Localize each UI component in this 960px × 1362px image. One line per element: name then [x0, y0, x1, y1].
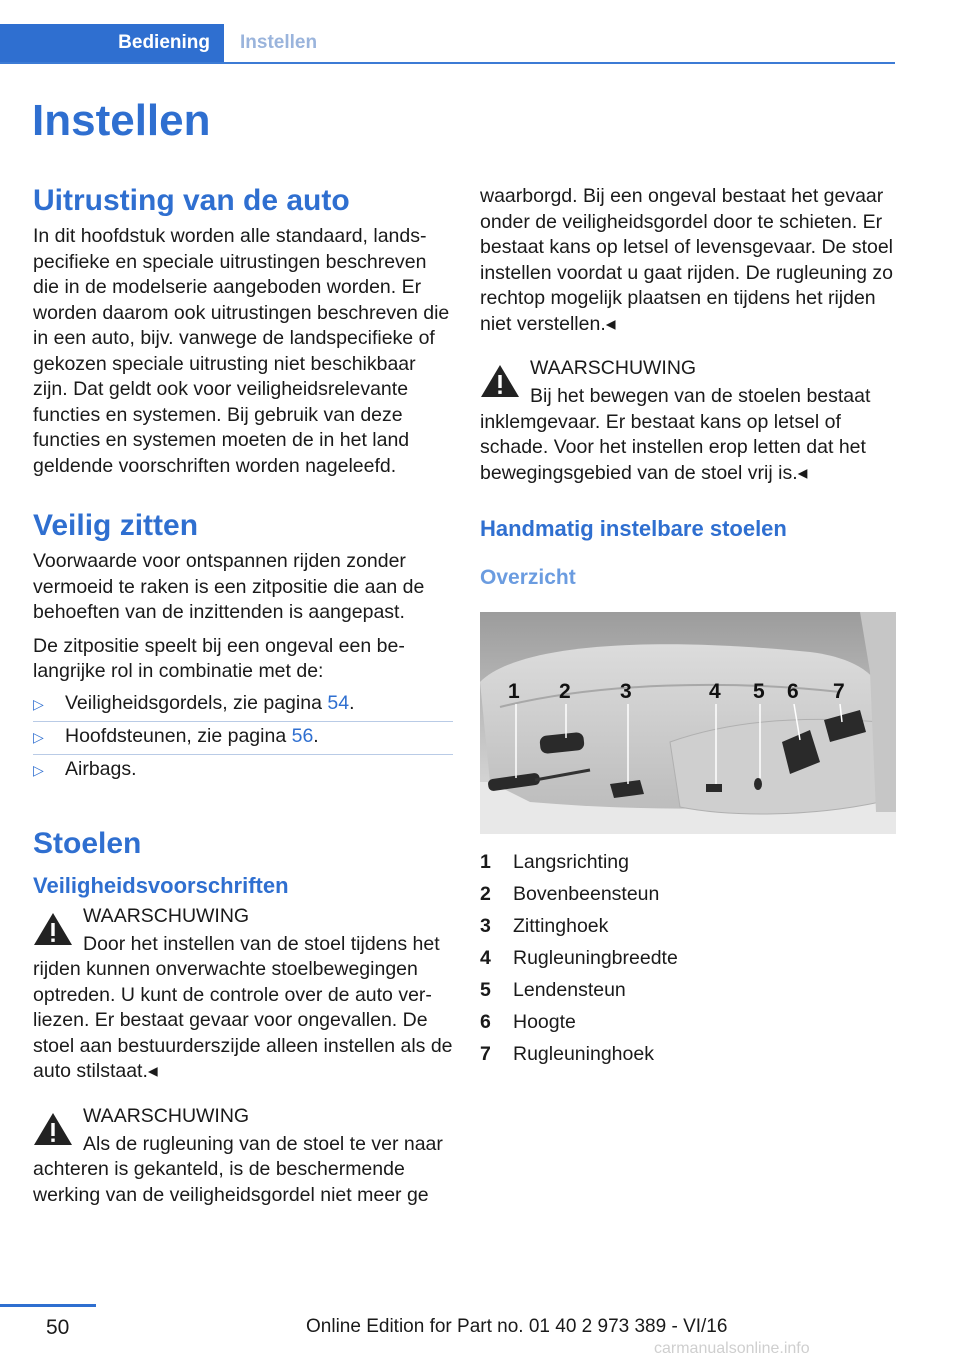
legend-number: 6 — [480, 1011, 491, 1033]
legend-number: 3 — [480, 915, 491, 937]
seats-heading: Stoelen — [33, 826, 142, 860]
legend-label: Langsrichting — [513, 851, 629, 873]
manual-seats-heading: Handmatig instelbare stoelen — [480, 516, 787, 541]
list-item — [33, 755, 453, 787]
list-item-text: Hoofdsteunen, zie pagina — [65, 724, 292, 747]
warning-block — [480, 355, 898, 486]
equipment-text: In dit hoofdstuk worden alle standaard, landspecifieke en speciale uitrustingen beschreven die in de modelserie aangeboden worden. Er worden daarom ook uitrustingen beschreven die in een auto, bijv. vanwege de landspecifieke of gekozen speciale uitrusting niet beschikbaar zijn. Dat geldt ook voor veiligheidsrelevante functies en systemen. Bij gebruik van deze functies en systemen moeten de in het land geldende voorschriften worden nageleefd. — [33, 225, 450, 477]
image-label-3: 3 — [620, 680, 632, 703]
legend-item — [480, 942, 898, 974]
image-label-6: 6 — [787, 680, 799, 703]
legend-label: Lendensteun — [513, 979, 626, 1001]
legend-number: 1 — [480, 851, 491, 873]
triangle-bullet-icon: ▷ — [33, 761, 44, 778]
header-tabs — [0, 24, 895, 64]
page-number: 50 — [46, 1316, 70, 1339]
legend-item — [480, 974, 898, 1006]
warning-text: Als de rugleuning van de stoel te ver naar achteren is gekanteld, is de beschermende werking van de veiligheidsgordel niet meer ge — [33, 1132, 443, 1206]
list-item — [33, 689, 453, 722]
legend-label: Zittinghoek — [513, 915, 609, 937]
legend-number: 2 — [480, 883, 491, 905]
footer-accent-line — [0, 1304, 96, 1307]
legend-label: Rugleuningbreedte — [513, 947, 678, 969]
legend-item — [480, 878, 898, 910]
list-item-suffix: . — [313, 724, 319, 747]
page-title: Instellen — [32, 96, 211, 145]
warning-title: WAARSCHUWING — [83, 1104, 250, 1127]
legend-item — [480, 846, 898, 878]
edition-text: Online Edition for Part no. 01 40 2 973 389 - VI/16 — [306, 1316, 728, 1337]
warning-triangle-icon — [33, 911, 73, 947]
image-label-5: 5 — [753, 680, 765, 703]
warning-title: WAARSCHUWING — [530, 357, 697, 379]
tab-instellen[interactable]: Instellen — [240, 32, 318, 53]
legend-item — [480, 1006, 898, 1038]
safe-sitting-heading: Veilig zitten — [33, 509, 199, 542]
safe-sitting-text-1: Voorwaarde voor ontspannen rijden zonder vermoeid te raken is een zitpositie die aan de behoeften van de inzittenden is aangepast. — [33, 550, 425, 623]
page-link-56[interactable]: 56 — [291, 724, 314, 747]
safety-list — [33, 689, 453, 787]
seat-controls-legend — [480, 846, 898, 1070]
warning-block — [33, 1103, 453, 1209]
warning-text: Door het instellen van de stoel tijdens het rijden kunnen onverwachte stoelbewegingen optreden. U kunt de controle over de auto verliezen. Er bestaat gevaar voor ongevallen. De stoel aan bestuurderszijde alleen instellen als de auto stilstaat.◂ — [33, 932, 453, 1082]
equipment-heading: Uitrusting van de auto — [33, 184, 350, 217]
safe-sitting-text-2: De zitpositie speelt bij een ongeval een belangrijke rol in combinatie met de: — [33, 634, 405, 682]
page-link-54[interactable]: 54 — [327, 691, 350, 714]
list-item-suffix: . — [349, 691, 355, 714]
list-item — [33, 722, 453, 755]
left-column — [33, 184, 453, 1222]
legend-number: 7 — [480, 1043, 491, 1065]
seat-controls-image — [480, 612, 896, 834]
image-label-2: 2 — [559, 680, 571, 703]
image-label-4: 4 — [709, 680, 721, 703]
watermark: carmanualsonline.info — [654, 1340, 810, 1357]
overview-heading: Overzicht — [480, 566, 576, 589]
warning-triangle-icon — [480, 363, 520, 399]
list-item-text: Airbags. — [65, 757, 137, 780]
image-label-7: 7 — [833, 680, 845, 703]
triangle-bullet-icon: ▷ — [33, 728, 44, 745]
triangle-bullet-icon: ▷ — [33, 695, 44, 712]
legend-label: Bovenbeensteun — [513, 883, 660, 905]
legend-label: Hoogte — [513, 1011, 576, 1033]
list-item-text: Veiligheidsgordels, zie pagina — [65, 691, 328, 714]
safety-rules-heading: Veiligheidsvoorschriften — [33, 872, 289, 898]
warning-title: WAARSCHUWING — [83, 904, 250, 927]
right-column — [480, 184, 898, 1070]
legend-label: Rugleuninghoek — [513, 1043, 654, 1065]
warning-text: Bij het bewegen van de stoelen bestaat inklemgevaar. Er bestaat kans op letsel of schade. Voor het instellen erop letten dat het bewegingsgebied van de stoel vrij is.◂ — [480, 385, 871, 484]
legend-number: 4 — [480, 947, 491, 969]
image-label-1: 1 — [508, 680, 520, 703]
warning-continued-text: waarborgd. Bij een ongeval bestaat het gevaar onder de veiligheidsgordel door te schieten. Er bestaat kans op letsel of levensgevaar. De stoel instellen voordat u gaat rijden. De rugleuning zo rechtop mogelijk plaatsen en tijdens het rijden niet verstellen.◂ — [480, 185, 894, 335]
legend-item — [480, 1038, 898, 1070]
warning-block — [33, 903, 453, 1085]
tab-bediening[interactable]: Bediening — [0, 24, 224, 62]
legend-item — [480, 910, 898, 942]
warning-triangle-icon — [33, 1111, 73, 1147]
legend-number: 5 — [480, 979, 491, 1001]
